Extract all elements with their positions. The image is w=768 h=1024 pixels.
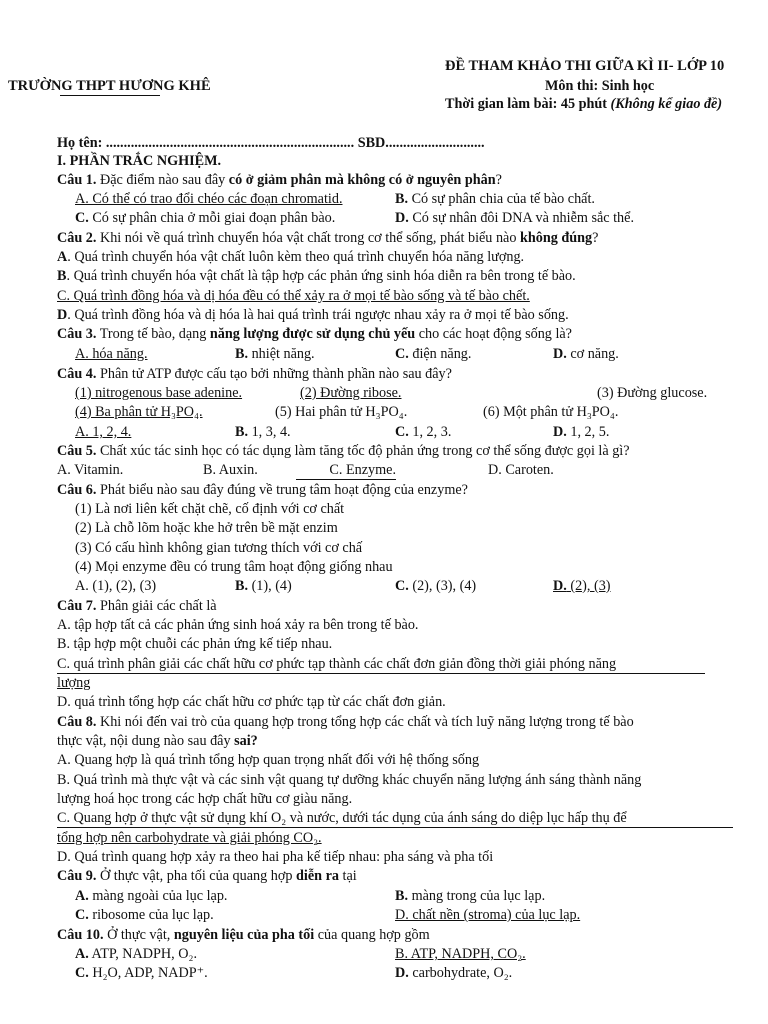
q3-text-a: Trong tế bào, dạng xyxy=(96,326,210,342)
q2-option-d xyxy=(57,307,569,324)
q8-text-line2: thực vật, nội dung nào sau đây xyxy=(57,733,235,749)
exam-title: ĐỀ THAM KHẢO THI GIỮA KÌ II- LỚP 10 xyxy=(445,58,725,74)
q8-option-d: D. Quá trình quang hợp xảy ra theo hai pha kế tiếp nhau: pha sáng và pha tối xyxy=(57,849,494,865)
question-8 xyxy=(57,714,634,731)
q9-option-b xyxy=(395,888,545,905)
q4-item-4: (4) Ba phân tử H₃PO₄. xyxy=(75,404,203,420)
q3-text-b: năng lượng được sử dụng chủ yếu xyxy=(209,326,416,342)
exam-time xyxy=(445,96,722,113)
q3-text-c: cho các hoạt động sống là? xyxy=(415,326,572,342)
q3-c-label: C. xyxy=(395,346,409,362)
q2-text-b: không đúng xyxy=(519,230,593,246)
question-6 xyxy=(57,482,468,499)
q6-option-d xyxy=(553,578,611,595)
q2-a-label: A xyxy=(57,249,68,265)
q4-text: Phân tử ATP được cấu tạo bởi những thành phần nào sau đây? xyxy=(96,366,452,382)
q10-text-b: nguyên liệu của pha tối xyxy=(173,927,315,943)
q8-text-sai: sai? xyxy=(234,733,258,749)
q4-label: Câu 4. xyxy=(57,366,97,382)
q1-option-d xyxy=(395,210,634,227)
q9-c-label: C. xyxy=(75,907,89,923)
q2-d-label: D xyxy=(57,307,68,323)
q7-option-c-line2: lượng xyxy=(57,675,91,691)
q2-a-text: . Quá trình chuyển hóa vật chất luôn kèm theo quá trình chuyển hóa năng lượng. xyxy=(67,249,525,265)
section-title: I. PHẦN TRẮC NGHIỆM. xyxy=(57,153,222,169)
q6-c-text: (2), (3), (4) xyxy=(408,578,477,594)
q4-option-a: A. 1, 2, 4. xyxy=(75,424,132,440)
question-2 xyxy=(57,230,598,247)
q1-text-c: ? xyxy=(495,172,502,188)
q7-option-b: B. tập hợp một chuỗi các phản ứng kế tiếp nhau. xyxy=(57,636,333,652)
q10-label: Câu 10. xyxy=(57,927,104,943)
q4-b-label: B. xyxy=(235,424,249,440)
q9-option-c xyxy=(75,907,214,924)
q10-d-text: carbohydrate, O₂. xyxy=(408,965,513,981)
q1-text-b: có ở giảm phân mà không có ở nguyên phân xyxy=(228,172,496,188)
q4-c-text: 1, 2, 3. xyxy=(408,424,452,440)
q9-text-a: Ở thực vật, pha tối của quang hợp xyxy=(96,868,297,884)
q2-d-text: . Quá trình đồng hóa và dị hóa là hai quá trình trái ngược nhau xảy ra ở mọi tế bào sống. xyxy=(67,307,569,323)
q4-option-b xyxy=(235,424,291,441)
q7-option-d: D. quá trình tổng hợp các chất hữu cơ phức tạp từ các chất đơn giản. xyxy=(57,694,446,710)
q3-b-label: B. xyxy=(235,346,249,362)
q9-label: Câu 9. xyxy=(57,868,97,884)
question-7 xyxy=(57,598,217,615)
q10-option-c xyxy=(75,965,208,982)
q8-option-a: A. Quang hợp là quá trình tổng hợp quan trọng nhất đối với hệ thống sống xyxy=(57,752,480,768)
q3-option-c xyxy=(395,346,471,363)
q5-option-c: C. Enzyme. xyxy=(296,462,396,480)
q8-option-c-line2: tổng hợp nên carbohydrate và giải phóng CO₂. xyxy=(57,830,322,846)
question-3 xyxy=(57,326,572,343)
q4-item-3: (3) Đường glucose. xyxy=(597,385,708,401)
q6-label: Câu 6. xyxy=(57,482,97,498)
school-underline xyxy=(60,95,160,96)
q4-item-2: (2) Đường ribose. xyxy=(300,385,402,401)
q10-option-b: B. ATP, NADPH, CO₂. xyxy=(395,946,526,962)
q9-a-label: A. xyxy=(75,888,89,904)
q9-a-text: màng ngoài của lục lạp. xyxy=(88,888,228,904)
q3-option-d xyxy=(553,346,619,363)
q10-text-a: Ở thực vật, xyxy=(103,927,174,943)
q6-d-text: (2), (3) xyxy=(566,578,611,594)
q4-option-c xyxy=(395,424,451,441)
q7-option-a: A. tập hợp tất cả các phản ứng sinh hoá xảy ra bên trong tế bào. xyxy=(57,617,419,633)
question-10 xyxy=(57,927,430,944)
q3-label: Câu 3. xyxy=(57,326,97,342)
q6-option-c xyxy=(395,578,476,595)
q10-text-c: của quang hợp gồm xyxy=(314,927,430,943)
q8-option-c-line1: C. Quang hợp ở thực vật sử dụng khí O₂ và nước, dưới tác dụng của ánh sáng do diệp lục hấp thụ để xyxy=(57,810,733,828)
q2-text-a: Khi nói về quá trình chuyển hóa vật chất trong cơ thể sống, phát biểu nào xyxy=(96,230,520,246)
q1-b-label: B. xyxy=(395,191,409,207)
q1-option-c xyxy=(75,210,335,227)
q3-c-text: điện năng. xyxy=(408,346,472,362)
q9-text-c: tại xyxy=(338,868,357,884)
q3-d-text: cơ năng. xyxy=(566,346,619,362)
q9-b-label: B. xyxy=(395,888,409,904)
q2-option-b xyxy=(57,268,576,285)
q3-option-a: A. hóa năng. xyxy=(75,346,148,362)
q6-option-a: A. (1), (2), (3) xyxy=(75,578,157,594)
q1-label: Câu 1. xyxy=(57,172,97,188)
q4-d-text: 1, 2, 5. xyxy=(566,424,610,440)
q10-d-label: D. xyxy=(395,965,409,981)
question-1 xyxy=(57,172,502,189)
q6-text: Phát biểu nào sau đây đúng về trung tâm hoạt động của enzyme? xyxy=(96,482,468,498)
q1-c-text: Có sự phân chia ở mỗi giai đoạn phân bào. xyxy=(88,210,336,226)
q6-b-text: (1), (4) xyxy=(248,578,292,594)
q5-option-b: B. Auxin. xyxy=(203,462,258,478)
q9-option-d: D. chất nền (stroma) của lục lạp. xyxy=(395,907,581,923)
q6-c-label: C. xyxy=(395,578,409,594)
q3-b-text: nhiệt năng. xyxy=(248,346,315,362)
q2-option-c: C. Quá trình đồng hóa và dị hóa đều có thể xảy ra ở mọi tế bào sống và tế bào chết. xyxy=(57,288,530,304)
q5-text: Chất xúc tác sinh học có tác dụng làm tăng tốc độ phản ứng trong cơ thể sống được gọi là gì? xyxy=(96,443,630,459)
q1-option-a: A. Có thể có trao đổi chéo các đoạn chromatid. xyxy=(75,191,343,207)
student-info: Họ tên: ...................................................................... SBD............................ xyxy=(57,135,485,151)
q6-b-label: B. xyxy=(235,578,249,594)
question-5 xyxy=(57,443,630,460)
q9-option-a xyxy=(75,888,227,905)
question-9 xyxy=(57,868,357,885)
q7-label: Câu 7. xyxy=(57,598,97,614)
q1-d-text: Có sự nhân đôi DNA và nhiễm sắc thể. xyxy=(408,210,634,226)
q10-c-text: H₂O, ADP, NADP⁺. xyxy=(88,965,208,981)
q1-option-b xyxy=(395,191,595,208)
q6-statement-4: (4) Mọi enzyme đều có trung tâm hoạt động giống nhau xyxy=(75,559,393,575)
school-name: TRƯỜNG THPT HƯƠNG KHÊ xyxy=(8,78,211,94)
q2-b-label: B xyxy=(57,268,67,284)
q6-statement-2: (2) Là chỗ lõm hoặc khe hở trên bề mặt enzim xyxy=(75,520,338,536)
q4-c-label: C. xyxy=(395,424,409,440)
q2-label: Câu 2. xyxy=(57,230,97,246)
exam-subject: Môn thi: Sinh học xyxy=(545,78,655,94)
exam-time-text: Thời gian làm bài: 45 phút xyxy=(445,96,607,112)
q1-c-label: C. xyxy=(75,210,89,226)
q8-option-b-line1: B. Quá trình mà thực vật và các sinh vật quang tự dưỡng khác chuyển năng lượng ánh sáng thành năng xyxy=(57,772,642,788)
q4-d-label: D. xyxy=(553,424,567,440)
q1-text-a: Đặc điểm nào sau đây xyxy=(96,172,229,188)
q2-b-text: . Quá trình chuyển hóa vật chất là tập hợp các phản ứng sinh hóa diễn ra bên trong tế bào. xyxy=(66,268,576,284)
q3-option-b xyxy=(235,346,315,363)
q1-b-text: Có sự phân chia của tế bào chất. xyxy=(408,191,595,207)
q9-b-text: màng trong của lục lạp. xyxy=(408,888,546,904)
q8-option-b-line2: lượng hoá học trong các hợp chất hữu cơ giàu năng. xyxy=(57,791,353,807)
q6-statement-1: (1) Là nơi liên kết chặt chẽ, cố định với cơ chất xyxy=(75,501,345,517)
q1-d-label: D. xyxy=(395,210,409,226)
q9-c-text: ribosome của lục lạp. xyxy=(88,907,214,923)
q7-option-c-line1: C. quá trình phân giải các chất hữu cơ phức tạp thành các chất đơn giản đồng thời giải phóng năng xyxy=(57,656,705,674)
q5-option-a: A. Vitamin. xyxy=(57,462,124,478)
q10-option-d xyxy=(395,965,512,982)
q4-item-5: (5) Hai phân tử H₃PO₄. xyxy=(275,404,408,420)
question-8-line2 xyxy=(57,733,258,750)
q2-option-a xyxy=(57,249,524,266)
q4-b-text: 1, 3, 4. xyxy=(248,424,291,440)
exam-time-note: (Không kể giao đề) xyxy=(610,96,723,112)
q10-a-label: A. xyxy=(75,946,89,962)
q5-option-d: D. Caroten. xyxy=(488,462,554,478)
q10-a-text: ATP, NADPH, O₂. xyxy=(88,946,198,962)
q5-label: Câu 5. xyxy=(57,443,97,459)
q6-statement-3: (3) Có cấu hình không gian tương thích với cơ chấ xyxy=(75,540,363,556)
question-4 xyxy=(57,366,452,383)
q10-c-label: C. xyxy=(75,965,89,981)
q4-option-d xyxy=(553,424,609,441)
q2-text-c: ? xyxy=(592,230,599,246)
q8-text-line1: Khi nói đến vai trò của quang hợp trong tổng hợp các chất và tích luỹ năng lượng trong tế bào xyxy=(96,714,634,730)
q6-option-b xyxy=(235,578,292,595)
q9-text-b: diễn ra xyxy=(296,868,339,884)
q6-d-label: D. xyxy=(553,578,567,594)
q4-item-6: (6) Một phân tử H₃PO₄. xyxy=(483,404,619,420)
q10-option-a xyxy=(75,946,197,963)
q7-text: Phân giải các chất là xyxy=(96,598,217,614)
q4-item-1: (1) nitrogenous base adenine. xyxy=(75,385,243,401)
q8-label: Câu 8. xyxy=(57,714,97,730)
q3-d-label: D. xyxy=(553,346,567,362)
